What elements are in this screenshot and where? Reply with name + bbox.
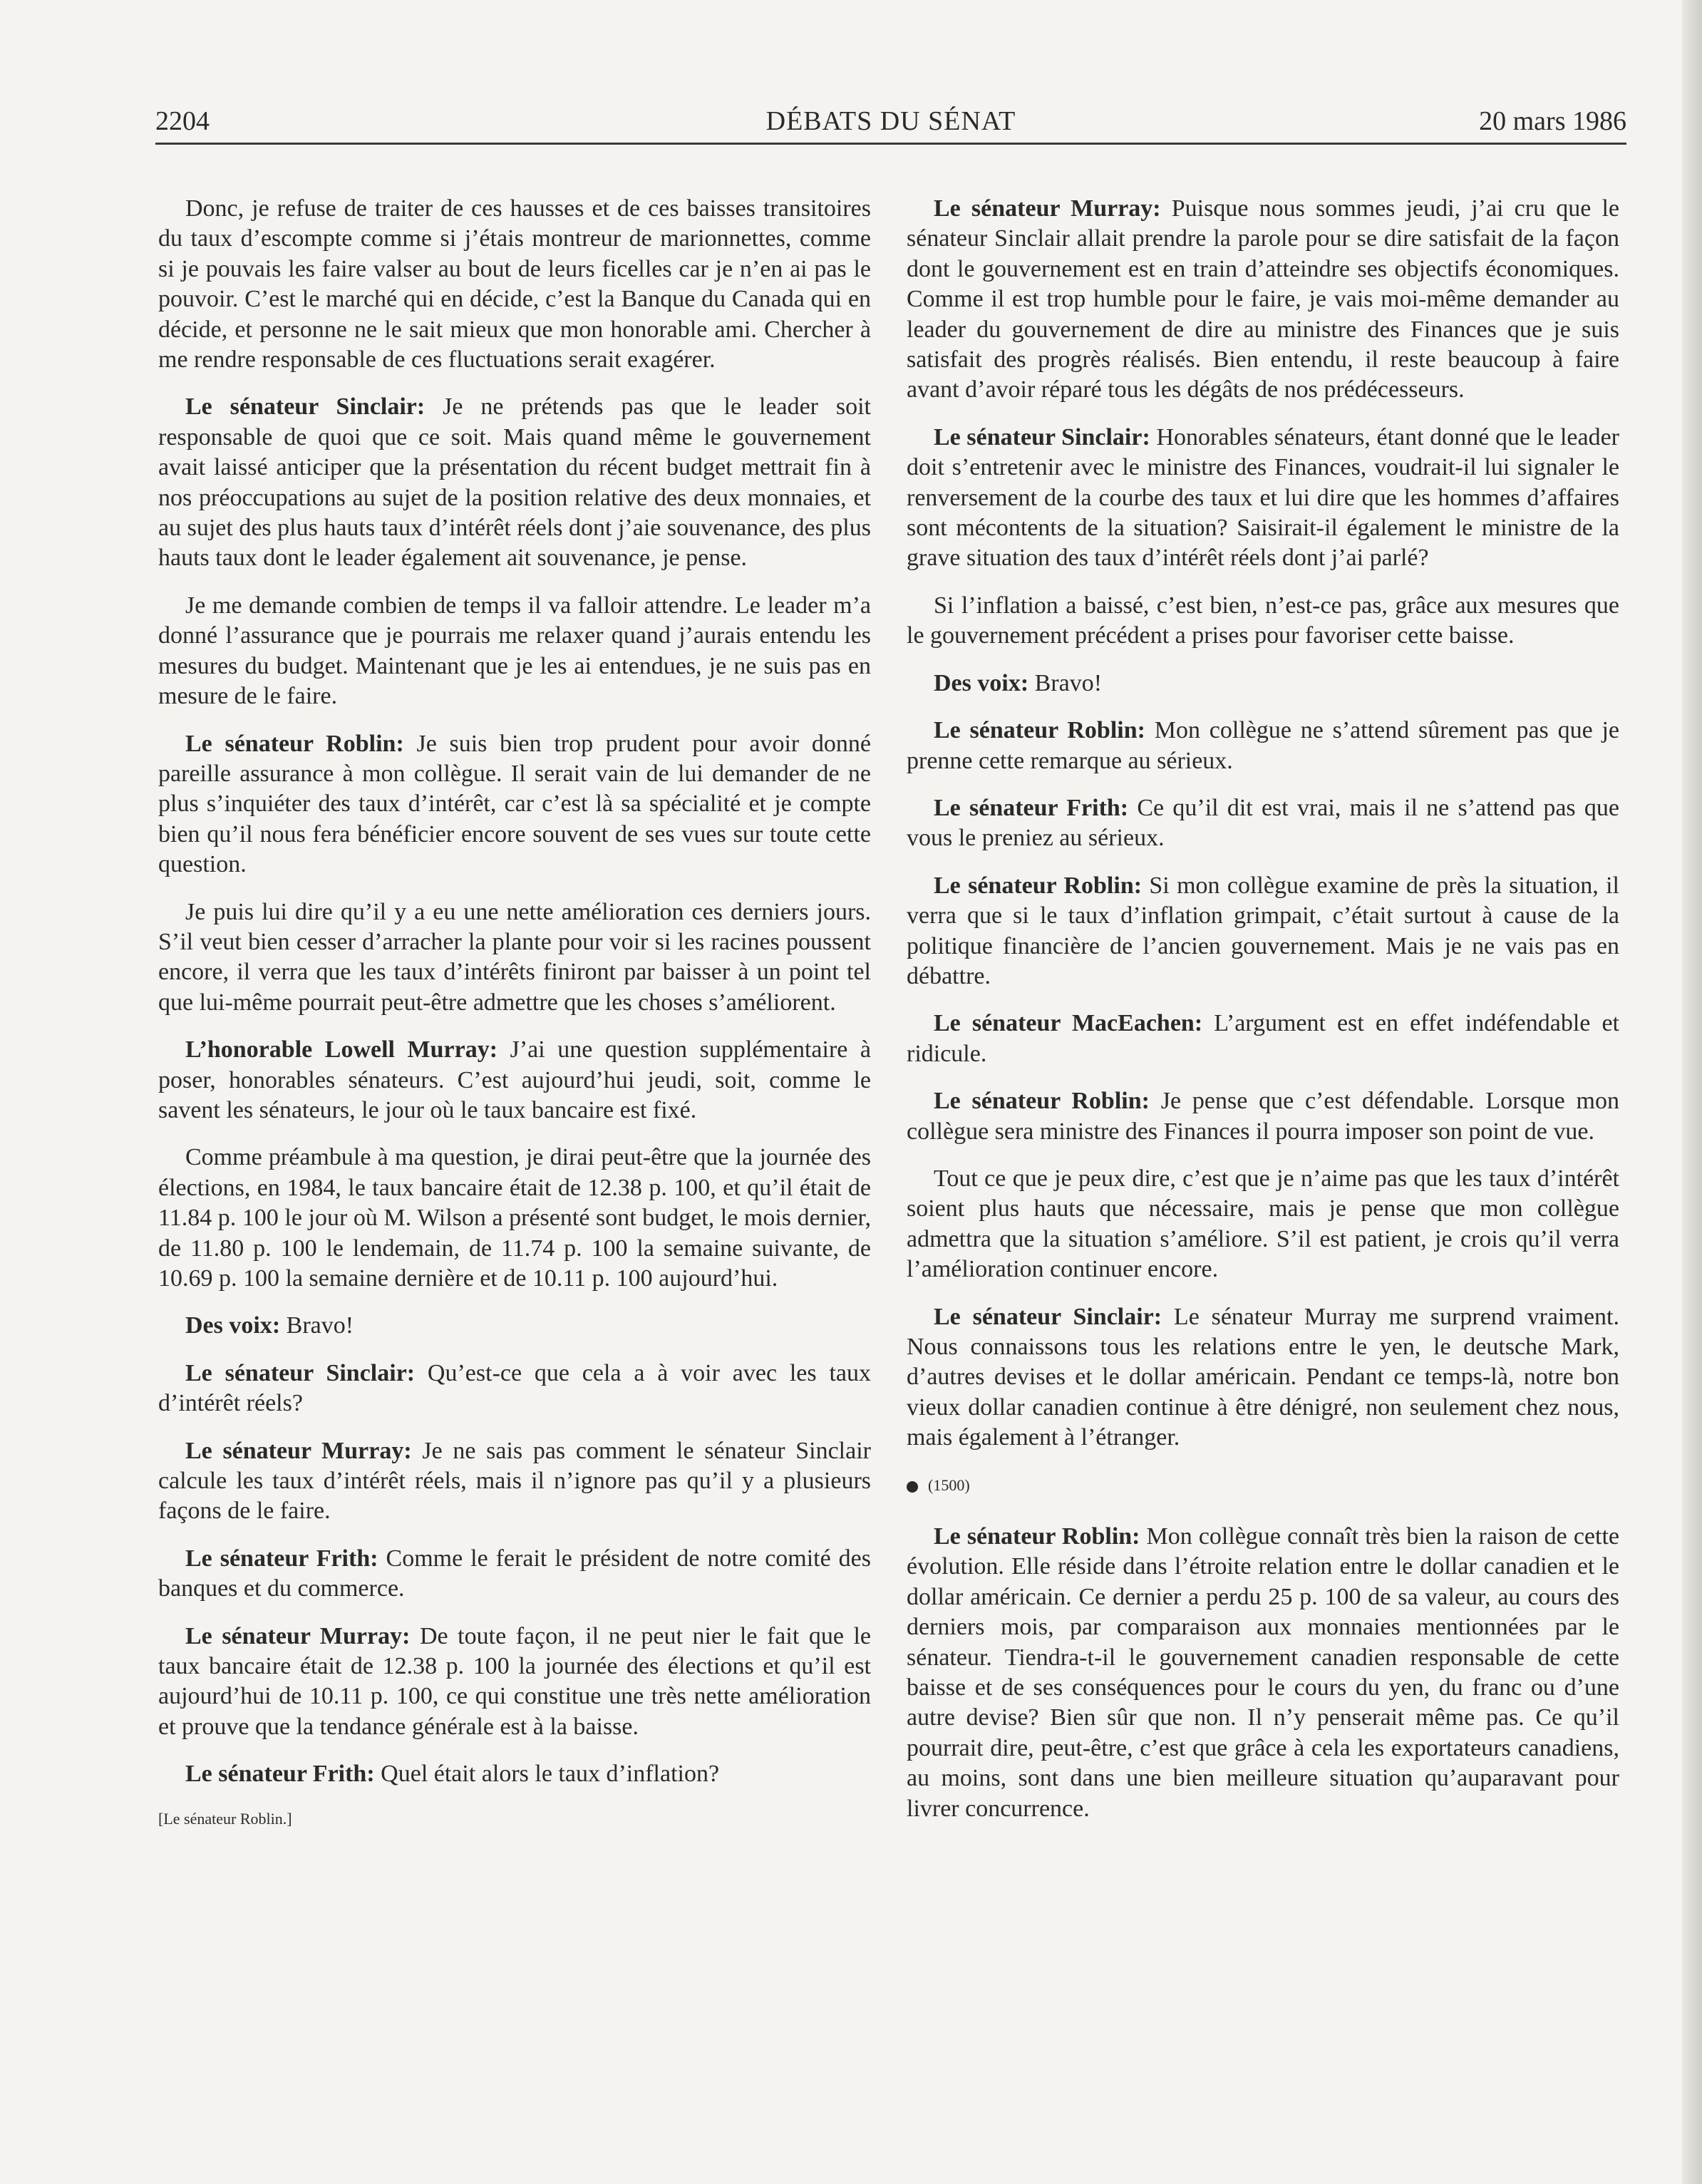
paragraph (907, 669, 1619, 699)
speaker-name: Le sénateur Sinclair: (185, 1359, 416, 1386)
speaker-name: Des voix: (185, 1312, 281, 1339)
paragraph (907, 1164, 1619, 1285)
speaker-name: Le sénateur Murray: (934, 195, 1161, 222)
paragraph (158, 1622, 871, 1743)
speaker-name: Le sénateur Roblin: (934, 1523, 1140, 1550)
paragraph (158, 1359, 871, 1419)
paragraph (158, 897, 871, 1019)
paragraph-text: L’argument est en effet indéfendable et ridicule. (907, 1010, 1619, 1067)
paragraph-text: Bravo! (1028, 669, 1103, 696)
time-marker-text: (1500) (928, 1475, 970, 1494)
paragraph (158, 1759, 871, 1789)
paragraph-text: Je suis bien trop prudent pour avoir donné pareille assurance à mon collègue. Il serait vain de lui demander de ne plus s’inquiéter des taux d’intérêt, car c’est là sa spécialité et je compte bien qu’il nous fera bénéficier encore souvent de ses vues sur toute cette question. (158, 730, 872, 878)
speaker-name: Le sénateur Sinclair: (185, 393, 426, 421)
paragraph-text: Mon collègue ne s’attend sûrement pas que je prenne cette remarque au sérieux. (907, 717, 1619, 774)
speaker-name: Le sénateur Sinclair: (934, 423, 1150, 450)
paragraph (158, 392, 871, 573)
paragraph-text: Qu’est-ce que cela a à voir avec les taux d’intérêt réels? (158, 1359, 871, 1417)
paragraph (158, 1143, 871, 1294)
speaker-name: Le sénateur Frith: (934, 794, 1129, 821)
speaker-name: Le sénateur Roblin: (934, 717, 1145, 744)
paragraph (907, 1522, 1619, 1824)
paragraph (907, 1086, 1619, 1147)
paragraph-text: Puisque nous sommes jeudi, j’ai cru que le sénateur Sinclair allait prendre la parole pour se dire satisfait de la façon dont le gouvernement est en train d’atteindre ses objectifs économiques. Comme il est trop humble pour le faire, je vais moi-même demander au leader du gouvernement de dire au ministre des Finances que je suis satisfait des progrès réalisés. Bien entendu, il reste beaucoup à faire avant d’avoir réparé tous les dégâts de nos prédécesseurs. (907, 195, 1619, 403)
paragraph-text: Si mon collègue examine de près la situation, il verra que si le taux d’inflation grimpait, c’était surtout à cause de la politique financière de l’ancien gouvernement. Mais je ne vais pas en débattre. (907, 872, 1619, 989)
paragraph-text: Quel était alors le taux d’inflation? (374, 1761, 720, 1788)
paragraph (158, 1544, 871, 1604)
paragraph (907, 423, 1619, 574)
speaker-name: Le sénateur Sinclair: (934, 1303, 1162, 1330)
paragraph (907, 716, 1619, 776)
paragraph-text: Je ne sais pas comment le sénateur Sinclair calcule les taux d’intérêt réels, mais il n’ignore pas qu’il y a plusieurs façons de le faire. (158, 1437, 871, 1525)
paragraph-text: Je me demande combien de temps il va falloir attendre. Le leader m’a donné l’assurance que je pourrais me relaxer quand j’aurais entendu les mesures du budget. Maintenant que je les ai entendues, je ne suis pas en mesure de le faire. (158, 592, 871, 710)
footnote: [Le sénateur Roblin.] (158, 1809, 292, 1828)
paragraph (907, 793, 1619, 854)
speaker-name: Le sénateur MacEachen: (934, 1010, 1203, 1037)
page-title: DÉBATS DU SÉNAT (765, 106, 1016, 136)
paragraph (158, 591, 871, 712)
paragraph (907, 591, 1619, 651)
right-paragraphs-b (907, 1522, 1619, 1824)
page-edge-shadow (1682, 0, 1702, 2184)
speaker-name: L’honorable Lowell Murray: (185, 1036, 498, 1063)
time-marker (907, 1470, 1619, 1500)
page-number: 2204 (155, 106, 210, 136)
right-paragraphs-a (907, 194, 1619, 1453)
header-rule (155, 143, 1626, 145)
paragraph-text: Je puis lui dire qu’il y a eu une nette amélioration ces derniers jours. S’il veut bien cesser d’arracher la plante pour voir si les racines poussent encore, il verra que les taux d’intérêts finiront par baisser à un point tel que lui-même pourrait peut-être admettre que les choses s’améliorent. (158, 898, 871, 1016)
paragraph-text: Tout ce que je peux dire, c’est que je n’aime pas que les taux d’intérêt soient plus hauts que nécessaire, mais je pense que mon collègue admettra que la situation s’améliore. S’il est patient, je crois qu’il verra l’amélioration continuer encore. (907, 1165, 1619, 1283)
speaker-name: Le sénateur Frith: (185, 1545, 378, 1572)
paragraph (907, 1302, 1619, 1453)
speaker-name: Des voix: (934, 669, 1029, 696)
paragraph (907, 194, 1619, 406)
paragraph-text: J’ai une question supplémentaire à poser, honorables sénateurs. C’est aujourd’hui jeudi, soit, comme le savent les sénateurs, le jour où le taux bancaire est fixé. (158, 1036, 871, 1123)
speaker-name: Le sénateur Roblin: (934, 872, 1143, 899)
speaker-name: Le sénateur Roblin: (934, 1088, 1150, 1115)
left-column (158, 194, 871, 1834)
paragraph (907, 1009, 1619, 1069)
paragraph-text: Comme préambule à ma question, je dirai peut-être que la journée des élections, en 1984, le taux bancaire était de 12.38 p. 100, et qu’il était de 11.84 p. 100 le jour où M. Wilson a présenté sont budget, le mois dernier, de 11.80 p. 100 le lendemain, de 11.74 p. 100 la semaine suivante, de 10.69 p. 100 la semaine dernière et de 10.11 p. 100 aujourd’hui. (158, 1144, 871, 1292)
paragraph (158, 1035, 871, 1126)
paragraph-text: Le sénateur Murray me surprend vraiment. Nous connaissons tous les relations entre le yen, le deutsche Mark, d’autres devises et le dollar américain. Pendant ce temps-là, notre bon vieux dollar canadien continue à être dénigré, non seulement chez nous, mais également à l’étranger. (907, 1303, 1619, 1451)
paragraph-text: Donc, je refuse de traiter de ces hausses et de ces baisses transitoires du taux d’escompte comme si j’étais montreur de marionnettes, comme si je pouvais les faire valser au bout de leurs ficelles car je n’en ai pas le pouvoir. C’est le marché qui en décide, c’est la Banque du Canada qui en décide, et personne ne le sait mieux que mon honorable ami. Chercher à me rendre responsable de ces fluctuations serait exagérer. (158, 195, 871, 374)
speaker-name: Le sénateur Murray: (185, 1437, 412, 1464)
paragraph-text: Comme le ferait le président de notre comité des banques et du commerce. (158, 1545, 871, 1602)
paragraph (158, 1311, 871, 1341)
speaker-name: Le sénateur Frith: (185, 1761, 375, 1788)
right-column (907, 194, 1619, 1841)
paragraph-text: Je pense que c’est défendable. Lorsque mon collègue sera ministre des Finances il pourra imposer son point de vue. (907, 1088, 1619, 1145)
speaker-name: Le sénateur Murray: (185, 1622, 411, 1649)
left-paragraphs (158, 194, 871, 1790)
paragraph-text: Bravo! (280, 1312, 354, 1339)
paragraph (158, 729, 871, 880)
paragraph-text: Honorables sénateurs, étant donné que le leader doit s’entretenir avec le ministre des Finances, voudrait-il lui signaler le renversement de la courbe des taux et lui dire que les hommes d’affaires sont mécontents de la situation? Saisirait-il également le ministre de la grave situation des taux d’intérêt réels dont j’ai parlé? (907, 423, 1620, 572)
page-date: 20 mars 1986 (1479, 106, 1626, 136)
paragraph-text: Si l’inflation a baissé, c’est bien, n’est-ce pas, grâce aux mesures que le gouvernement précédent a prises pour favoriser cette baisse. (907, 592, 1619, 649)
paragraph (158, 1436, 871, 1527)
paragraph (907, 871, 1619, 992)
paragraph-text: Mon collègue connaît très bien la raison de cette évolution. Elle réside dans l’étroite relation entre le dollar canadien et le dollar américain. Ce dernier a perdu 25 p. 100 de sa valeur, au cours des derniers mois, par comparaison aux monnaies mentionnées par le sénateur. Tiendra-t-il le gouvernement canadien responsable de cette baisse et de ses conséquences pour le cours du yen, du franc ou d’une autre devise? Bien sûr que non. Il n’y penserait même pas. Ce qu’il pourrait dire, peut-être, c’est que grâce à cela les exportateurs canadiens, au moins, sont dans une bien meilleure situation qu’auparavant pour livrer concurrence. (907, 1523, 1619, 1822)
paragraph-text: De toute façon, il ne peut nier le fait que le taux bancaire était de 12.38 p. 100 la journée des élections et qu’il est aujourd’hui de 10.11 p. 100, ce qui constitue une très nette amélioration et prouve que la tendance générale est à la baisse. (158, 1622, 871, 1740)
speaker-name: Le sénateur Roblin: (185, 730, 404, 757)
bullet-icon (907, 1481, 918, 1493)
paragraph-text: Ce qu’il dit est vrai, mais il ne s’attend pas que vous le preniez au sérieux. (907, 794, 1619, 852)
page-header (155, 105, 1626, 148)
paragraph-text: Je ne prétends pas que le leader soit responsable de quoi que ce soit. Mais quand même le gouvernement avait laissé anticiper que la présentation du récent budget mettrait fin à nos préoccupations au sujet de la position relative des deux monnaies, et au sujet des plus hauts taux d’intérêt réels dont j’aie souvenance, des plus hauts taux dont le leader également ait souvenance, je pense. (158, 393, 871, 572)
paragraph (158, 194, 871, 375)
